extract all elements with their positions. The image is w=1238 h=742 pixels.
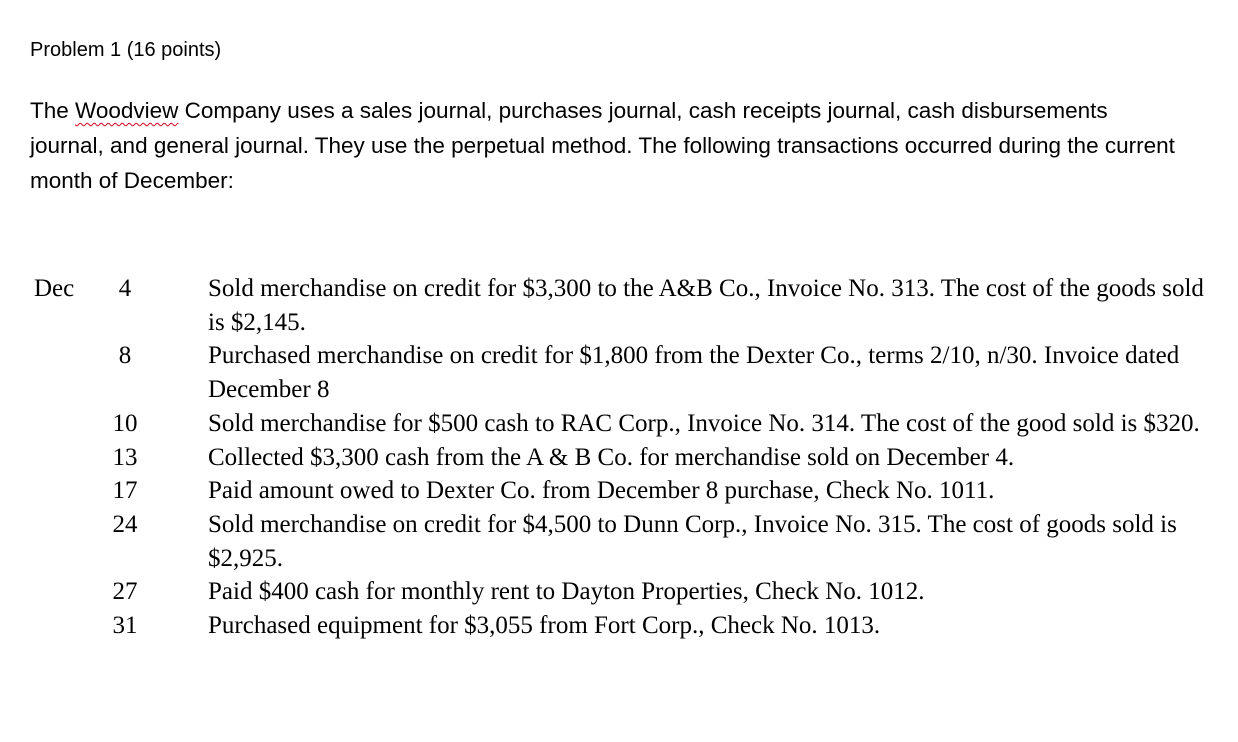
transaction-description: Collected $3,300 cash from the A & B Co. for merchandise sold on December 4.: [208, 443, 1015, 471]
transaction-day: 31: [112, 612, 138, 640]
transaction-row: [34, 441, 1224, 475]
transactions-list: [34, 272, 1224, 643]
transaction-day: 8: [118, 342, 132, 370]
transaction-day: 13: [112, 443, 138, 471]
transaction-day: 4: [118, 275, 132, 302]
transaction-month: Dec: [34, 275, 75, 302]
transaction-row: [34, 575, 1224, 609]
transaction-row: [34, 339, 1224, 406]
transaction-description: Sold merchandise on credit for $4,500 to Dunn Corp., Invoice No. 315. The cost of goods sold is $2,925.: [208, 510, 1177, 572]
transaction-description: Paid amount owed to Dexter Co. from December 8 purchase, Check No. 1011.: [208, 477, 995, 505]
transaction-description: Sold merchandise on credit for $3,300 to the A&B Co., Invoice No. 313. The cost of the goods sold is $2,145.: [208, 275, 1204, 336]
transaction-row: [34, 272, 1224, 339]
company-name-spellcheck[interactable]: Woodview: [75, 98, 179, 123]
intro-text-before: The: [30, 98, 76, 123]
transaction-description: Purchased merchandise on credit for $1,800 from the Dexter Co., terms 2/10, n/30. Invoice dated December 8: [208, 342, 1180, 404]
transaction-description: Paid $400 cash for monthly rent to Dayton Properties, Check No. 1012.: [208, 578, 925, 606]
intro-paragraph: [30, 93, 1180, 198]
transaction-day: 24: [112, 510, 138, 538]
transaction-day: 17: [112, 477, 138, 505]
transaction-description: Purchased equipment for $3,055 from Fort Corp., Check No. 1013.: [208, 612, 881, 640]
transaction-row: [34, 407, 1224, 441]
transaction-row: [34, 474, 1224, 508]
transaction-description: Sold merchandise for $500 cash to RAC Corp., Invoice No. 314. The cost of the good sold is $320.: [208, 409, 1200, 437]
intro-text-after: Company uses a sales journal, purchases journal, cash receipts journal, cash disbursements journal, and general journal. They use the perpetual method. The following transactions occurred during the current month of December:: [30, 98, 1175, 193]
transaction-row: [34, 508, 1224, 575]
transaction-day: 27: [112, 578, 138, 606]
transaction-row: [34, 609, 1224, 643]
problem-heading: Problem 1 (16 points): [30, 39, 222, 61]
transaction-day: 10: [112, 409, 138, 437]
